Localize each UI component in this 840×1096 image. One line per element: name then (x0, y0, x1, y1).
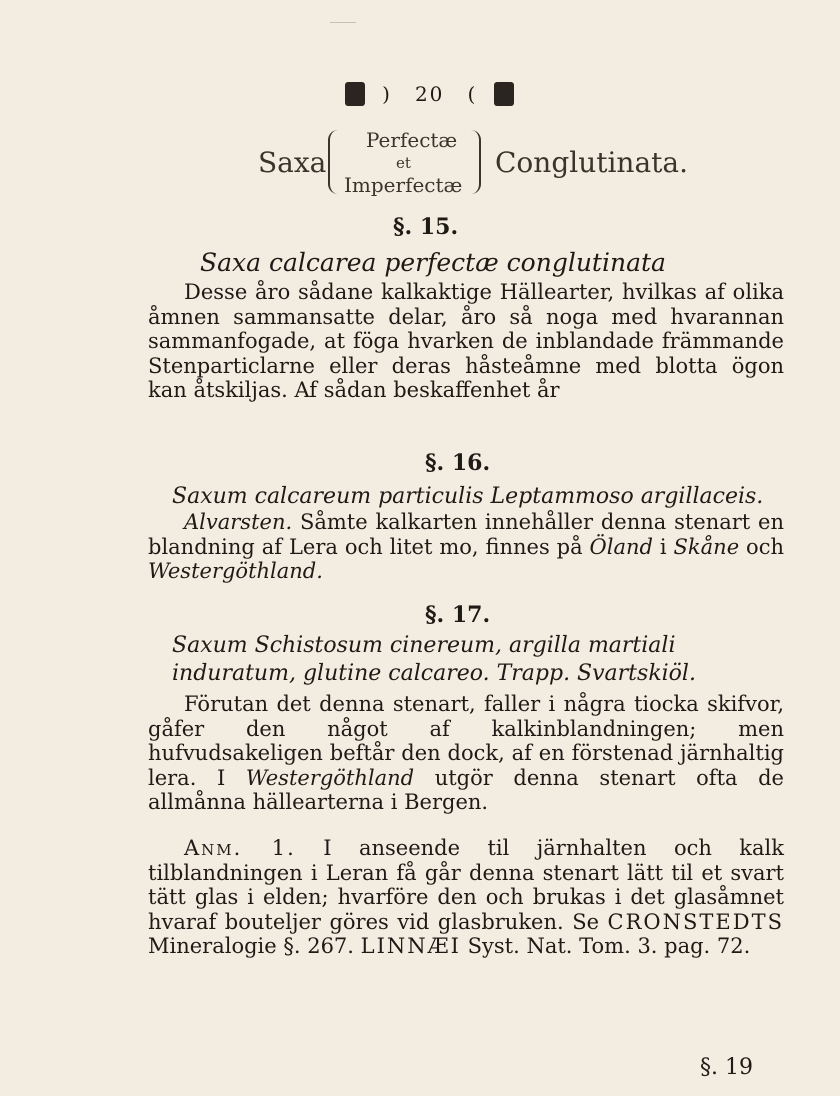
section-17-heading (172, 632, 792, 688)
section-17-latin: Saxum Schistosum cinereum, argilla martiali induratum, glutine calcareo. (172, 633, 676, 686)
word-i: i (659, 534, 667, 559)
ref-cronstedts: CRONSTEDTS (607, 909, 784, 934)
section-16-paragraph (148, 510, 784, 584)
ref-mineralogie: Mineralogie §. 267. (148, 934, 354, 958)
note-label: Anm. 1. (184, 836, 296, 860)
section-16-text: Såmte kalkarten innehåller denna stenart en blandning af Lera och litet mo, finnes på (148, 510, 784, 559)
trapp-name: Trapp. Svartskiöl. (496, 661, 696, 686)
alvarsten-name: Alvarsten. (184, 510, 293, 534)
ornament-left-icon (345, 82, 365, 106)
place-westergothland: Westergöthland. (148, 559, 323, 583)
place-oland: Öland (589, 534, 653, 559)
header-right-paren: ( (467, 82, 478, 106)
classification-diagram (258, 128, 758, 200)
ornament-right-icon (494, 82, 514, 106)
section-17-i: I (216, 765, 226, 790)
note-body (148, 836, 784, 959)
section-16-heading: Saxum calcareum particulis Leptammoso argillaceis. (172, 484, 764, 509)
saxa-label: Saxa (258, 146, 327, 179)
section-17-text: Förutan det denna stenart, faller i några tiocka skifvor, gåfer den något af kalkinblandningen; men hufvudsakeligen beftår den dock, af en förstenad järnhaltig lera. (148, 692, 784, 790)
section-17-body (148, 692, 784, 815)
section-16-number: §. 16. (425, 450, 491, 476)
section-16-body (148, 510, 784, 584)
right-brace (463, 130, 481, 194)
section-15-number: §. 15. (393, 214, 459, 240)
section-17-number: §. 17. (425, 602, 491, 628)
header-left-paren: ) (382, 82, 392, 106)
section-15-heading: Saxa calcarea perfectæ conglutinata (200, 248, 666, 277)
place-westergothland-2: Westergöthland (245, 765, 415, 790)
conglutinata-label: Conglutinata. (495, 146, 689, 179)
section-17-paragraph (148, 692, 784, 815)
section-15-text: Desse åro sådane kalkaktige Hällearter, hvilkas af olika åmnen sammansatte delar, åro så noga med hvarannan sammanfogade, at föga hvarken de inblandade främmande Stenparticlarne eller deras håsteåmne med blotta ögon kan åtskiljas. Af sådan beskaffenhet år (148, 280, 784, 402)
ref-syst-nat: Syst. Nat. Tom. 3. pag. 72. (467, 934, 751, 958)
page-header (345, 78, 575, 108)
section-15-body (148, 280, 784, 403)
imperfectae-label: Imperfectæ (344, 173, 463, 197)
ref-linnaei: LINNÆI (360, 934, 461, 958)
note-paragraph (148, 836, 784, 959)
top-rule (330, 22, 356, 23)
place-skane: Skåne (673, 534, 740, 559)
note-text: I anseende til järnhalten och kalk tilblandningen i Leran få går denna stenart lätt til et svart tätt glas i elden; hvarföre den och brukas i det glasåmnet hvaraf bouteljer göres vid glasbruken. Se (148, 836, 784, 934)
page-number: 20 (414, 82, 445, 106)
perfectae-label: Perfectæ (366, 128, 458, 152)
et-label: et (396, 154, 411, 172)
word-och: och (746, 534, 784, 559)
section-17-text2: utgör denna stenart ofta de allmånna hällearterna i Bergen. (148, 765, 784, 814)
catchword: §. 19 (700, 1055, 753, 1080)
